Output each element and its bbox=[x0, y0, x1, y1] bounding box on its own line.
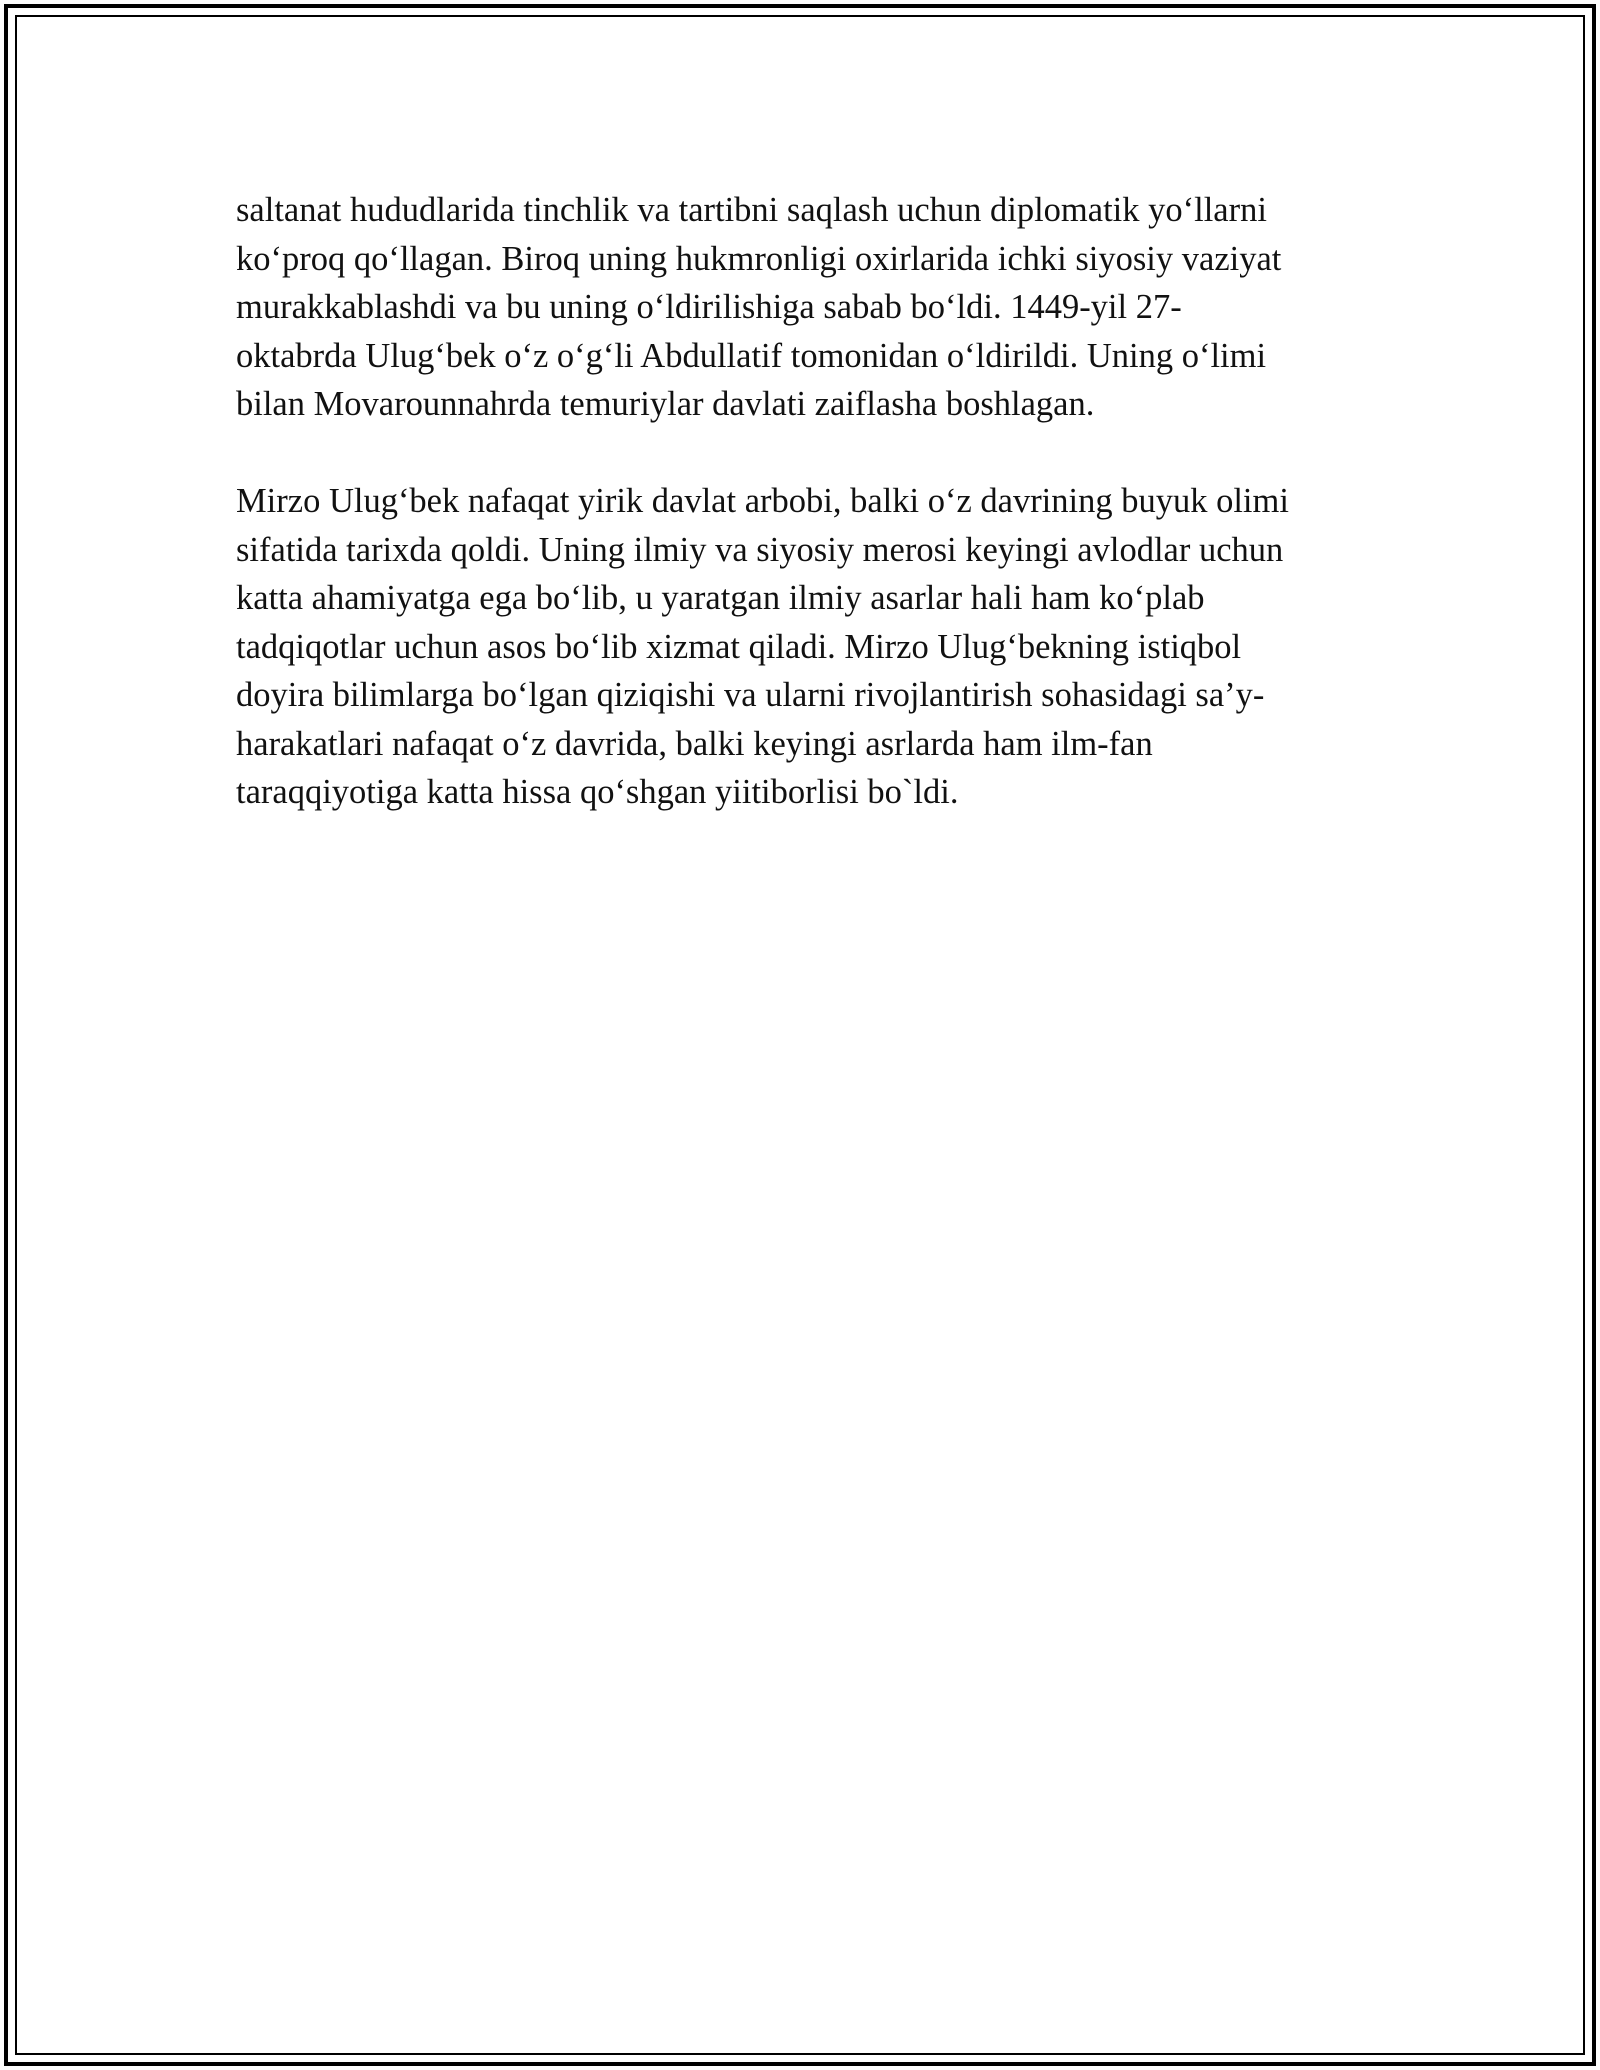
text-line: harakatlari nafaqat o‘z davrida, balki keyingi asrlarda ham ilm-fan bbox=[236, 724, 1153, 763]
text-line: oktabrda Ulug‘bek o‘z o‘g‘li Abdullatif tomonidan o‘ldirildi. Uning o‘limi bbox=[236, 336, 1267, 375]
text-line: sifatida tarixda qoldi. Uning ilmiy va siyosiy merosi keyingi avlodlar uchun bbox=[236, 530, 1284, 569]
text-line: Mirzo Ulug‘bek nafaqat yirik davlat arbobi, balki o‘z davrining buyuk olimi bbox=[236, 482, 1289, 520]
text-line: katta ahamiyatga ega bo‘lib, u yaratgan ilmiy asarlar hali ham ko‘plab bbox=[236, 579, 1205, 617]
text-line: taraqqiyotiga katta hissa qo‘shgan yiitiborlisi bo`ldi. bbox=[236, 773, 959, 811]
paragraph-1 bbox=[236, 186, 1366, 429]
text-line: bilan Movarounnahrda temuriylar davlati zaiflasha boshlagan. bbox=[236, 385, 1095, 423]
text-line: ko‘proq qo‘llagan. Biroq uning hukmronligi oxirlarida ichki siyosiy vaziyat bbox=[236, 239, 1282, 278]
text-line: tadqiqotlar uchun asos bo‘lib xizmat qiladi. Mirzo Ulug‘bekning istiqbol bbox=[236, 627, 1242, 666]
text-line: doyira bilimlarga bo‘lgan qiziqishi va ularni rivojlantirish sohasidagi sa’y- bbox=[236, 676, 1265, 714]
paragraph-2 bbox=[236, 477, 1366, 817]
text-line: saltanat hududlarida tinchlik va tartibni saqlash uchun diplomatik yo‘llarni bbox=[236, 191, 1267, 229]
document-body bbox=[236, 186, 1366, 817]
text-line: murakkablashdi va bu uning o‘ldirilishiga sabab bo‘ldi. 1449-yil 27- bbox=[236, 288, 1182, 326]
